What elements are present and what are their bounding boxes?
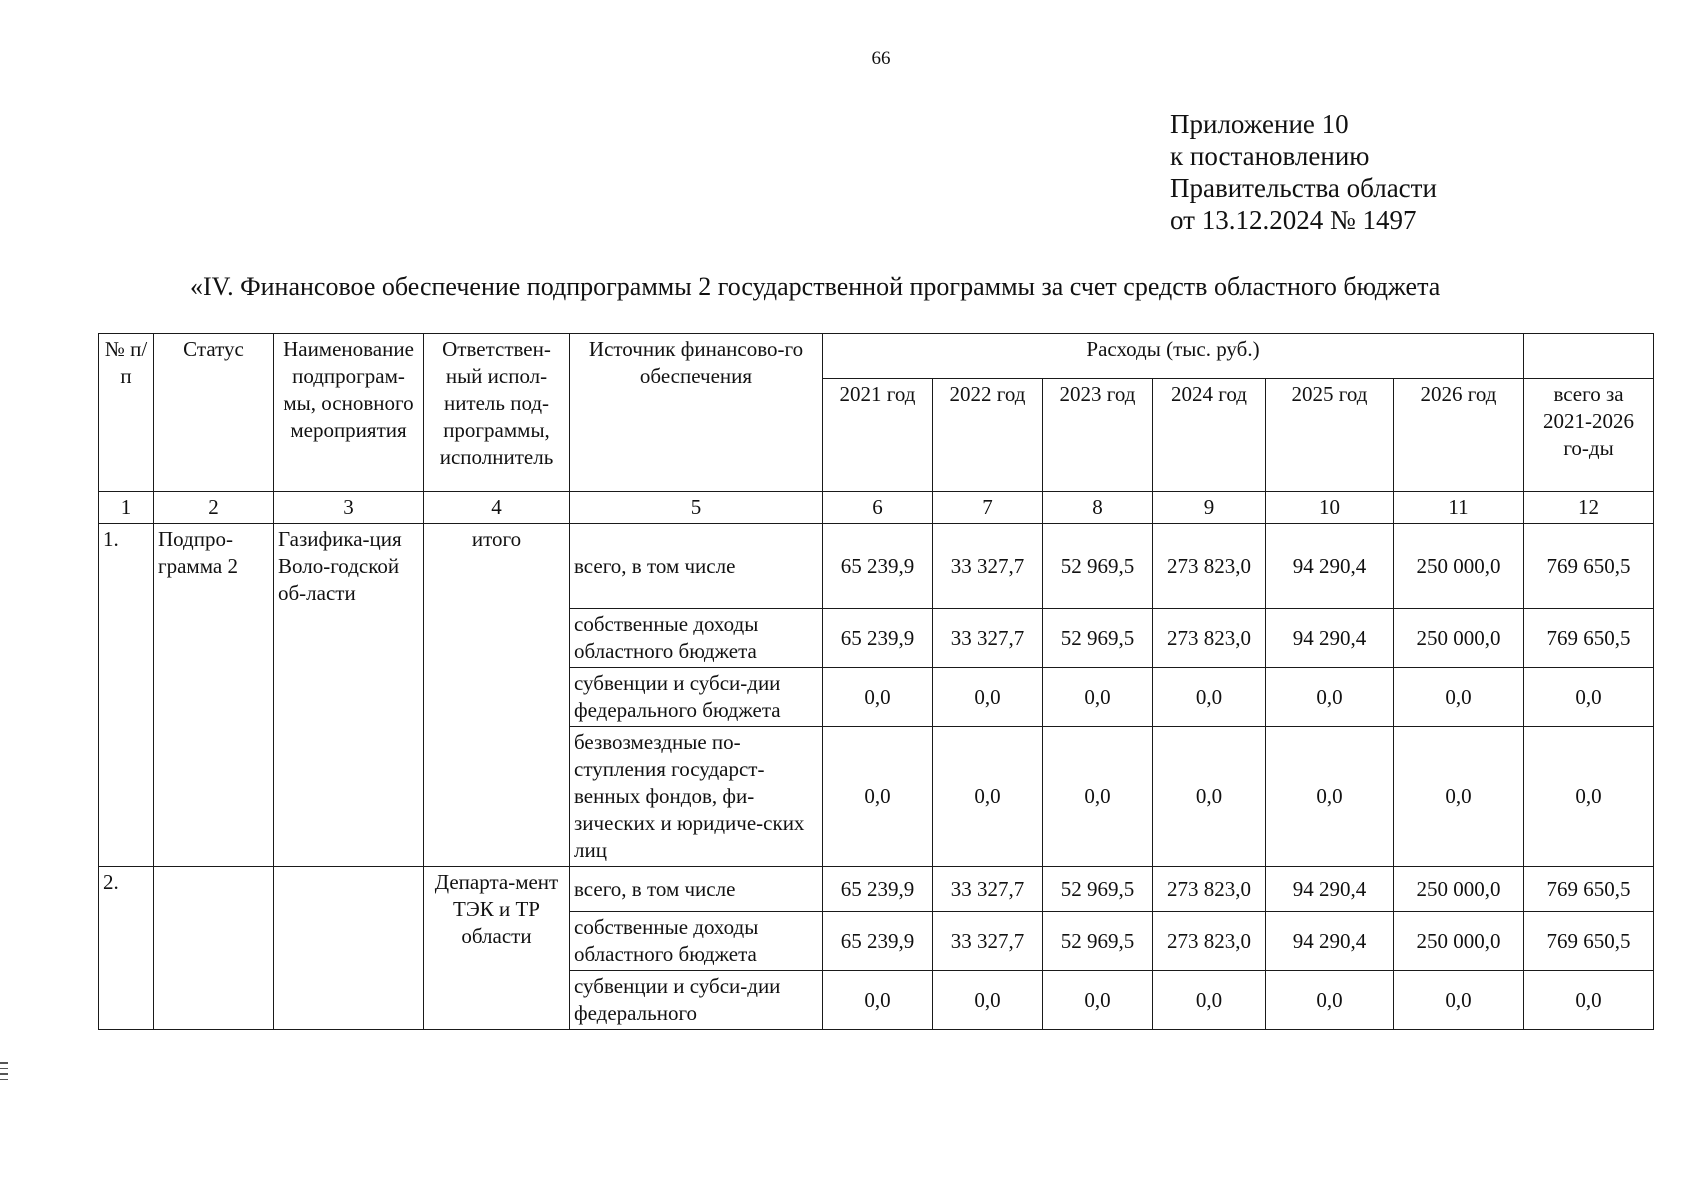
- value-2026: 250 000,0: [1394, 912, 1524, 971]
- header-num: № п/п: [99, 334, 154, 492]
- row-executor: итого: [424, 524, 570, 867]
- row-status: Подпро-грамма 2: [154, 524, 274, 867]
- table-row: [99, 524, 1654, 609]
- value-2022: 33 327,7: [933, 609, 1043, 668]
- row-number: 1.: [99, 524, 154, 867]
- value-2026: 250 000,0: [1394, 609, 1524, 668]
- value-2023: 0,0: [1043, 727, 1153, 867]
- value-2023: 52 969,5: [1043, 609, 1153, 668]
- column-number: 2: [154, 492, 274, 524]
- row-name: [274, 867, 424, 1030]
- row-source: субвенции и субси-дии федерального: [570, 971, 823, 1030]
- scan-mark: [0, 1079, 8, 1081]
- value-2024: 0,0: [1153, 971, 1266, 1030]
- value-2021: 65 239,9: [823, 609, 933, 668]
- header-executor: Ответствен-ный испол-нитель под-программы, исполнитель: [424, 334, 570, 492]
- value-2026: 250 000,0: [1394, 524, 1524, 609]
- column-number: 11: [1394, 492, 1524, 524]
- value-total: 0,0: [1524, 727, 1654, 867]
- column-number: 3: [274, 492, 424, 524]
- value-total: 0,0: [1524, 668, 1654, 727]
- value-2021: 65 239,9: [823, 912, 933, 971]
- value-2023: 52 969,5: [1043, 912, 1153, 971]
- value-2025: 0,0: [1266, 971, 1394, 1030]
- row-executor: Департа-мент ТЭК и ТР области: [424, 867, 570, 1030]
- value-2025: 94 290,4: [1266, 524, 1394, 609]
- column-number: 10: [1266, 492, 1394, 524]
- appendix-line-2: к постановлению: [1170, 141, 1370, 171]
- value-2026: 0,0: [1394, 668, 1524, 727]
- value-2022: 0,0: [933, 727, 1043, 867]
- value-2026: 0,0: [1394, 971, 1524, 1030]
- scan-mark: [0, 1062, 8, 1064]
- value-2022: 0,0: [933, 971, 1043, 1030]
- header-year-2022: 2022 год: [933, 379, 1043, 492]
- table-row: [99, 867, 1654, 912]
- column-number: 1: [99, 492, 154, 524]
- header-source: Источник финансово-го обеспечения: [570, 334, 823, 492]
- header-empty-cell: [1524, 334, 1654, 379]
- value-2022: 33 327,7: [933, 524, 1043, 609]
- scan-mark: [0, 1068, 8, 1070]
- value-2023: 52 969,5: [1043, 524, 1153, 609]
- appendix-line-3: Правительства области: [1170, 173, 1437, 203]
- column-number: 6: [823, 492, 933, 524]
- value-2023: 52 969,5: [1043, 867, 1153, 912]
- value-2026: 0,0: [1394, 727, 1524, 867]
- column-numbers-row: [99, 492, 1654, 524]
- section-title: «IV. Финансовое обеспечение подпрограммы 2 государственной программы за счет средств областного бюджета: [190, 272, 1441, 301]
- scan-edge-marks: [0, 1062, 10, 1084]
- value-2023: 0,0: [1043, 668, 1153, 727]
- appendix-line-1: Приложение 10: [1170, 109, 1349, 139]
- value-2021: 0,0: [823, 727, 933, 867]
- column-number: 8: [1043, 492, 1153, 524]
- row-source: безвозмездные по-ступления государст-венных фондов, фи-зических и юридиче-ских лиц: [570, 727, 823, 867]
- value-2024: 0,0: [1153, 727, 1266, 867]
- header-year-2026: 2026 год: [1394, 379, 1524, 492]
- header-status: Статус: [154, 334, 274, 492]
- row-source: собственные доходы областного бюджета: [570, 912, 823, 971]
- header-year-2025: 2025 год: [1266, 379, 1394, 492]
- value-total: 769 650,5: [1524, 609, 1654, 668]
- header-expenses: Расходы (тыс. руб.): [823, 334, 1524, 379]
- row-status: [154, 867, 274, 1030]
- row-source: собственные доходы областного бюджета: [570, 609, 823, 668]
- value-2023: 0,0: [1043, 971, 1153, 1030]
- financing-table: [98, 333, 1654, 1030]
- value-2024: 273 823,0: [1153, 912, 1266, 971]
- column-number: 7: [933, 492, 1043, 524]
- value-2024: 273 823,0: [1153, 524, 1266, 609]
- header-total: всего за 2021-2026 го-ды: [1524, 379, 1654, 492]
- value-2022: 0,0: [933, 668, 1043, 727]
- value-2022: 33 327,7: [933, 912, 1043, 971]
- column-number: 12: [1524, 492, 1654, 524]
- header-year-2023: 2023 год: [1043, 379, 1153, 492]
- appendix-line-4: от 13.12.2024 № 1497: [1170, 205, 1417, 235]
- value-2021: 0,0: [823, 668, 933, 727]
- header-row-1: [99, 334, 1654, 379]
- value-2025: 94 290,4: [1266, 867, 1394, 912]
- appendix-note: [1170, 108, 1437, 236]
- page-number: 66: [871, 48, 891, 69]
- value-total: 769 650,5: [1524, 867, 1654, 912]
- value-2021: 0,0: [823, 971, 933, 1030]
- row-number: 2.: [99, 867, 154, 1030]
- value-total: 769 650,5: [1524, 524, 1654, 609]
- row-name: Газифика-ция Воло-годской об-ласти: [274, 524, 424, 867]
- value-2022: 33 327,7: [933, 867, 1043, 912]
- scan-mark: [0, 1073, 8, 1075]
- value-2024: 273 823,0: [1153, 867, 1266, 912]
- value-2025: 0,0: [1266, 727, 1394, 867]
- header-name: Наименование подпрограм-мы, основного мероприятия: [274, 334, 424, 492]
- value-total: 0,0: [1524, 971, 1654, 1030]
- column-number: 4: [424, 492, 570, 524]
- header-year-2024: 2024 год: [1153, 379, 1266, 492]
- header-year-2021: 2021 год: [823, 379, 933, 492]
- value-2021: 65 239,9: [823, 524, 933, 609]
- value-2024: 273 823,0: [1153, 609, 1266, 668]
- row-source: всего, в том числе: [570, 524, 823, 609]
- value-2025: 94 290,4: [1266, 912, 1394, 971]
- value-2025: 94 290,4: [1266, 609, 1394, 668]
- column-number: 9: [1153, 492, 1266, 524]
- row-source: субвенции и субси-дии федерального бюджета: [570, 668, 823, 727]
- value-2024: 0,0: [1153, 668, 1266, 727]
- value-2025: 0,0: [1266, 668, 1394, 727]
- column-number: 5: [570, 492, 823, 524]
- value-2021: 65 239,9: [823, 867, 933, 912]
- row-source: всего, в том числе: [570, 867, 823, 912]
- value-2026: 250 000,0: [1394, 867, 1524, 912]
- value-total: 769 650,5: [1524, 912, 1654, 971]
